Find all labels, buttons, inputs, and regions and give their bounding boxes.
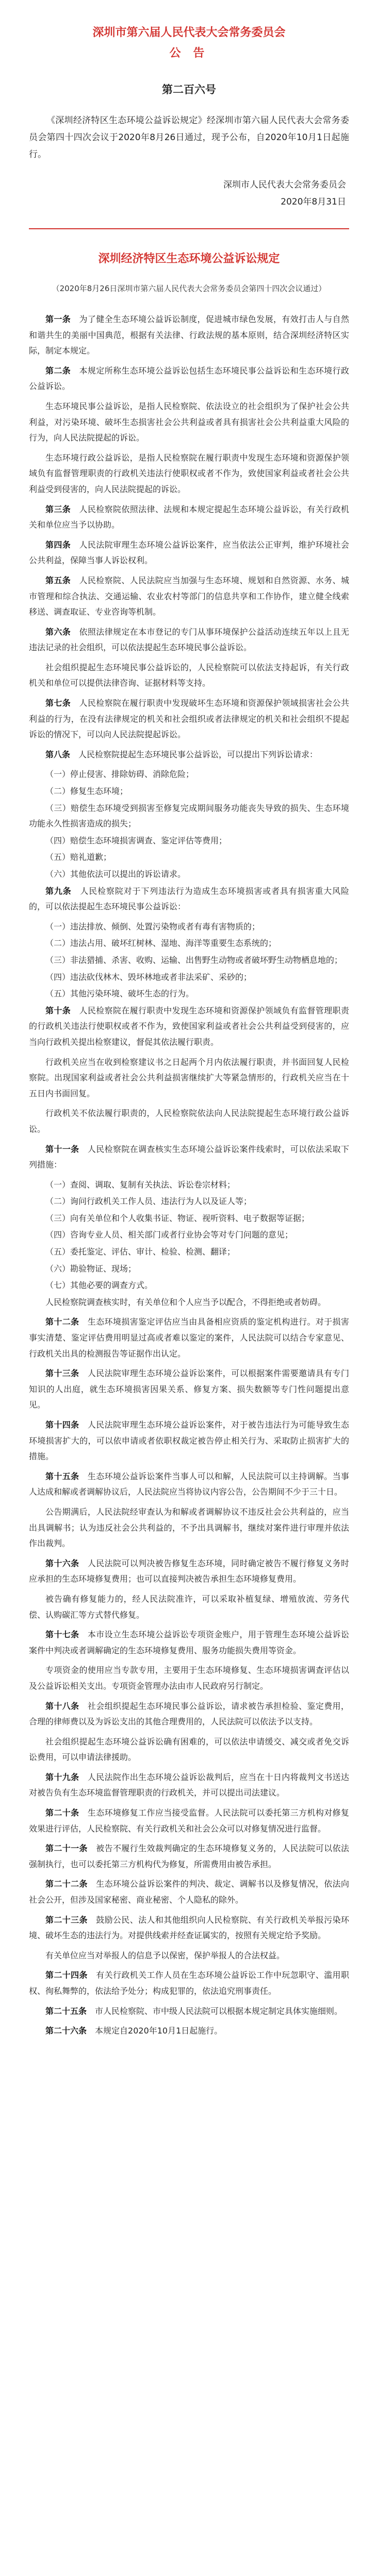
article-text: 生态环境行政公益诉讼，是指人民检察院在履行职责中发现生态环境和资源保护领域负有监督管理职责的行政机关违法行使职权或者不作为，致使国家利益或者社会公共利益受到侵害的，向人民法院提起的诉讼。 [29, 452, 349, 494]
article-paragraph [29, 1968, 349, 1999]
article-paragraph [29, 1314, 349, 1362]
article-number: 第十条 [45, 1005, 71, 1015]
article-text: 被告确有修复能力的，经人民法院准许，可以采取补植复绿、增殖放流、劳务代偿、认购碳汇等方式替代修复。 [29, 1594, 349, 1620]
article-number: 第五条 [45, 575, 71, 585]
article-paragraph [29, 747, 349, 763]
article-item [29, 1227, 349, 1243]
article-text: 本市设立生态环境公益诉讼专项资金账户，用于管理生态环境公益诉讼案件中判决或者调解确定的生态环境修复费用、服务功能损失费用等资金。 [29, 1630, 349, 1655]
article-item [29, 784, 349, 800]
article-text: （一）停止侵害、排除妨碍、消除危险； [45, 769, 194, 779]
article-item [29, 1177, 349, 1193]
article-text: 人民检察院提起生态环境民事公益诉讼，可以提出下列诉讼请求： [78, 749, 318, 759]
article-paragraph [29, 1417, 349, 1465]
article-number: 第十三条 [45, 1368, 79, 1379]
article-text: 人民检察院对于下列违法行为造成生态环境损害或者具有损害重大风险的，可以依法提起生态环境民事公益诉讼： [29, 886, 349, 912]
issuer-title: 深圳市第六届人民代表大会常务委员会 [92, 26, 286, 39]
article-paragraph [29, 624, 349, 656]
article-item [29, 986, 349, 1002]
article-paragraph [29, 502, 349, 533]
article-text: 人民检察院依照法律、法规和本规定提起生态环境公益诉讼，有关行政机关和单位应当予以协助。 [29, 504, 349, 530]
article-number: 第一条 [45, 314, 71, 324]
article-number: 第二十一条 [45, 1843, 88, 1854]
announcement-body: 《深圳经济特区生态环境公益诉讼规定》经深圳市第六届人民代表大会常务委员会第四十四次会议于2020年8月26日通过，现予公布，自2020年10月1日起施行。 [29, 115, 349, 160]
article-paragraph [29, 450, 349, 498]
article-item [29, 1244, 349, 1260]
article-number: 第二十二条 [45, 1879, 88, 1889]
article-number: 第十七条 [45, 1630, 79, 1640]
article-text: （五）委托鉴定、评估、审计、检验、检测、翻译； [45, 1247, 236, 1257]
article-paragraph [29, 1295, 349, 1311]
article-paragraph [29, 1912, 349, 1944]
article-text: 生态环境民事公益诉讼，是指人民检察院、依法设立的社会组织为了保护社会公共利益，对污染环境、破坏生态损害社会公共利益或者具有损害社会公共利益重大风险的行为，向人民法院提起的诉讼。 [29, 401, 349, 443]
article-text: 人民检察院在履行职责中发现破坏生态环境和资源保护领域损害社会公共利益的行为，在没有法律规定的机关和社会组织或者法律规定的机关和社会组织不提起诉讼的情况下，可以向人民法院提起诉讼。 [29, 698, 349, 740]
regulation-title: 深圳经济特区生态环境公益诉讼规定 [98, 252, 280, 265]
article-number: 第六条 [45, 626, 71, 637]
article-paragraph [29, 2004, 349, 2020]
article-text: 行政机关应当在收到检察建议书之日起两个月内依法履行职责，并书面回复人民检察院。出现国家利益或者社会公共利益损害继续扩大等紧急情形的，行政机关应当在十五日内书面回复。 [29, 1057, 349, 1098]
announcement-number: 第二百六号 [162, 83, 216, 96]
article-text: 专项资金的使用应当专款专用，主要用于生态环境修复、生态环境损害调查评估以及公益诉讼相关支出。专项资金管理办法由市人民政府另行制定。 [29, 1665, 349, 1691]
article-paragraph [29, 2023, 349, 2039]
article-text: （一）违法排放、倾倒、处置污染物或者有毒有害物质的； [45, 921, 260, 931]
article-item [29, 801, 349, 832]
article-number: 第三条 [45, 504, 71, 514]
article-paragraph [29, 1003, 349, 1050]
article-paragraph [29, 1142, 349, 1173]
article-text: 人民检察院、人民法院应当加强与生态环境、规划和自然资源、水务、城市管理和综合执法、交通运输、农业农村等部门的信息共享和工作协作，建立健全线索移送、调查取证、专业咨询等机制。 [29, 575, 349, 617]
article-number: 第四条 [45, 539, 71, 550]
article-number: 第十四条 [45, 1420, 79, 1430]
article-paragraph [29, 1663, 349, 1694]
article-text: （五）赔礼道歉； [45, 852, 112, 862]
article-text: 生态环境修复工作应当接受监督。人民法院可以委托第三方机构对修复效果进行评估，人民检察院、有关行政机关和社会公众可以对修复情况进行监督。 [29, 1808, 349, 1834]
regulation-articles [29, 312, 349, 2039]
article-text: （一）查阅、调取、复制有关执法、诉讼卷宗材料； [45, 1179, 236, 1190]
article-text: （二）违法占用、破坏红树林、湿地、海洋等重要生态系统的； [45, 938, 277, 948]
article-paragraph [29, 1948, 349, 1964]
section-divider [29, 228, 349, 229]
article-text: 本规定所称生态环境公益诉讼包括生态环境民事公益诉讼和生态环境行政公益诉讼。 [29, 365, 349, 392]
article-item [29, 1261, 349, 1277]
article-text: （二）修复生态环境； [45, 786, 128, 796]
article-text: （六）勘验物证、现场； [45, 1263, 137, 1274]
adoption-note: （2020年8月26日深圳市第六届人民代表大会常务委员会第四十四次会议通过） [52, 284, 326, 293]
article-paragraph [29, 1504, 349, 1552]
article-number: 第二十五条 [45, 2006, 87, 2016]
article-text: （七）其他必要的调查方式。 [45, 1280, 153, 1291]
article-item [29, 936, 349, 952]
article-number: 第二十六条 [45, 2026, 87, 2036]
article-text: 人民法院审理生态环境公益诉讼案件，应当依法公正审判，维护环境社会公共利益，保障当事人诉讼权利。 [29, 539, 349, 566]
article-text: （三）赔偿生态环境受到损害至修复完成期间服务功能丧失导致的损失、生态环境功能永久性损害造成的损失； [29, 803, 349, 829]
article-text: 有关单位应当对举报人的信息予以保密，保护举报人的合法权益。 [45, 1950, 285, 1960]
article-paragraph [29, 1469, 349, 1500]
article-text: 依照法律规定在本市登记的专门从事环境保护公益活动连续五年以上且无违法记录的社会组织，可以依法提起生态环境民事公益诉讼。 [29, 626, 349, 653]
article-item [29, 970, 349, 986]
article-number: 第八条 [45, 749, 71, 759]
signer-name: 深圳市人民代表大会常务委员会 [223, 180, 346, 190]
article-paragraph [29, 1556, 349, 1587]
article-text: 被告不履行生效裁判确定的生态环境修复义务的，人民法院可以依法强制执行，也可以委托第三方机构代为修复，所需费用由被告承担。 [29, 1843, 349, 1869]
article-number: 第七条 [45, 698, 71, 708]
article-number: 第十一条 [45, 1144, 79, 1154]
article-text: 社会组织提起生态环境民事公益诉讼，请求被告承担检验、鉴定费用，合理的律师费以及为诉讼支出的其他合理费用的，人民法院可以依法予以支持。 [29, 1701, 349, 1727]
article-paragraph [29, 1591, 349, 1623]
announcement-date: 2020年8月31日 [281, 197, 346, 207]
article-item [29, 953, 349, 969]
article-text: （三）向有关单位和个人收集书证、物证、视听资料、电子数据等证据； [45, 1213, 310, 1223]
article-item [29, 767, 349, 783]
article-text: 生态环境公益诉讼案件的判决、裁定、调解书以及修复情况，依法向社会公开，但涉及国家秘密、商业秘密、个人隐私的除外。 [29, 1879, 349, 1905]
announcement-header [29, 23, 349, 64]
article-number: 第十八条 [45, 1701, 79, 1711]
article-text: 人民法院作出生态环境公益诉讼裁判后，应当在十日内将裁判文书送达对被告负有生态环境监督管理职责的行政机关，并可以提出司法建议。 [29, 1772, 349, 1798]
article-item [29, 867, 349, 883]
article-paragraph [29, 363, 349, 395]
article-number: 第二条 [45, 365, 71, 376]
article-item [29, 833, 349, 849]
article-text: （四）赔偿生态环境损害调查、鉴定评估等费用； [45, 835, 227, 845]
article-item [29, 1211, 349, 1227]
article-text: （四）咨询专业人员、相关部门或者行业协会等对专门问题的意见； [45, 1230, 293, 1240]
article-text: 有关行政机关工作人员在生态环境公益诉讼工作中玩忽职守、滥用职权、徇私舞弊的，依法给予处分；构成犯罪的，依法追究刑事责任。 [29, 1970, 349, 1996]
article-text: 人民检察院在履行职责中发现生态环境和资源保护领域负有监督管理职责的行政机关违法行使职权或者不作为，致使国家利益或者社会公共利益受到侵害的，应当向行政机关提出检察建议，督促其依法履行职责。 [29, 1005, 349, 1047]
article-text: （六）其他依法可以提出的诉讼请求。 [45, 869, 186, 879]
article-paragraph [29, 1627, 349, 1658]
article-paragraph [29, 537, 349, 569]
article-number: 第二十条 [45, 1808, 79, 1818]
article-number: 第九条 [45, 886, 72, 896]
article-text: 生态环境损害鉴定评估应当由具备相应资质的鉴定机构进行。对于损害事实清楚、鉴定评估费用明显过高或者难以鉴定的案件，人民法院可以结合专家意见、行政机关出具的检测报告等证据作出认定。 [29, 1317, 349, 1359]
article-paragraph [29, 884, 349, 915]
article-item [29, 1194, 349, 1210]
article-item [29, 919, 349, 935]
article-number: 第十二条 [45, 1317, 79, 1327]
article-text: 生态环境公益诉讼案件当事人可以和解，人民法院可以主持调解。当事人达成和解或者调解协议后，人民法院应当将协议内容公告，公告期间不少于三十日。 [29, 1471, 349, 1497]
article-paragraph [29, 1876, 349, 1908]
article-number: 第十九条 [45, 1772, 79, 1782]
article-text: 为了健全生态环境公益诉讼制度，促进城市绿色发展，有效打击人与自然和谐共生的美丽中国典范，根据有关法律、行政法规的基本原则，结合深圳经济特区实际，制定本规定。 [29, 314, 349, 356]
article-paragraph [29, 1055, 349, 1102]
doc-type-title: 公 告 [169, 47, 209, 60]
article-number: 第十五条 [45, 1471, 79, 1481]
article-number: 第二十三条 [45, 1914, 88, 1925]
article-text: 人民法院审理生态环境公益诉讼案件，对于被告违法行为可能导致生态环境损害扩大的，可以依申请或者依职权裁定被告停止相关行为、采取防止损害扩大的措施。 [29, 1420, 349, 1462]
article-text: 行政机关不依法履行职责的，人民检察院依法向人民法院提起生态环境行政公益诉讼。 [29, 1108, 349, 1134]
article-paragraph [29, 1366, 349, 1413]
article-paragraph [29, 696, 349, 743]
article-text: 本规定自2020年10月1日起施行。 [95, 2026, 223, 2036]
article-text: 社会组织提起生态环境公益诉讼确有困难的，可以依法申请缓交、减交或者免交诉讼费用，可以申请法律援助。 [29, 1736, 349, 1762]
article-text: 社会组织提起生态环境民事公益诉讼的，人民检察院可以依法支持起诉，有关行政机关和单位可以提供法律咨询、证据材料等支持。 [29, 662, 349, 688]
article-text: 人民检察院调查核实时，有关单位和个人应当予以配合，不得拒绝或者妨碍。 [45, 1297, 326, 1307]
article-paragraph [29, 1106, 349, 1137]
article-text: 人民法院审理生态环境公益诉讼案件，可以根据案件需要邀请具有专门知识的人出庭，就生态环境损害因果关系、修复方案、损失数额等专门性问题提出意见。 [29, 1368, 349, 1410]
article-text: 鼓励公民、法人和其他组织向人民检察院、有关行政机关举报污染环境、破坏生态的违法行为。对提供线索并经查证属实的，按照有关规定给予奖励。 [29, 1914, 349, 1941]
announcement-signoff [29, 177, 349, 211]
article-item [29, 850, 349, 866]
article-paragraph [29, 573, 349, 620]
article-number: 第十六条 [45, 1558, 79, 1568]
article-text: 公告期满后，人民法院经审查认为和解或者调解协议不违反社会公共利益的，应当出具调解书；认为违反社会公共利益的，不予出具调解书，继续对案件进行审理并依法作出裁判。 [29, 1506, 349, 1549]
article-number: 第二十四条 [45, 1970, 88, 1980]
article-text: （四）违法砍伐林木、毁坏林地或者非法采矿、采砂的； [45, 972, 252, 982]
article-paragraph [29, 312, 349, 359]
article-text: （二）询问行政机关工作人员、违法行为人以及证人等； [45, 1196, 252, 1207]
article-paragraph [29, 660, 349, 691]
article-paragraph [29, 399, 349, 446]
article-paragraph [29, 1734, 349, 1766]
article-paragraph [29, 1805, 349, 1837]
article-paragraph [29, 1770, 349, 1801]
article-paragraph [29, 1699, 349, 1730]
article-item [29, 1278, 349, 1294]
article-text: 市人民检察院、市中级人民法院可以根据本规定制定具体实施细则。 [95, 2006, 343, 2016]
article-text: 人民法院可以判决被告修复生态环境，同时确定被告不履行修复义务时应承担的生态环境修复费用；也可以直接判决被告承担生态环境修复费用。 [29, 1558, 349, 1584]
article-text: （五）其他污染环境、破坏生态的行为。 [45, 989, 194, 999]
article-paragraph [29, 1841, 349, 1872]
article-text: （三）非法猎捕、杀害、收购、运输、出售野生动物或者破坏野生动物栖息地的； [45, 955, 343, 965]
article-text: 人民检察院在调查核实生态环境公益诉讼案件线索时，可以依法采取下列措施： [29, 1144, 349, 1170]
